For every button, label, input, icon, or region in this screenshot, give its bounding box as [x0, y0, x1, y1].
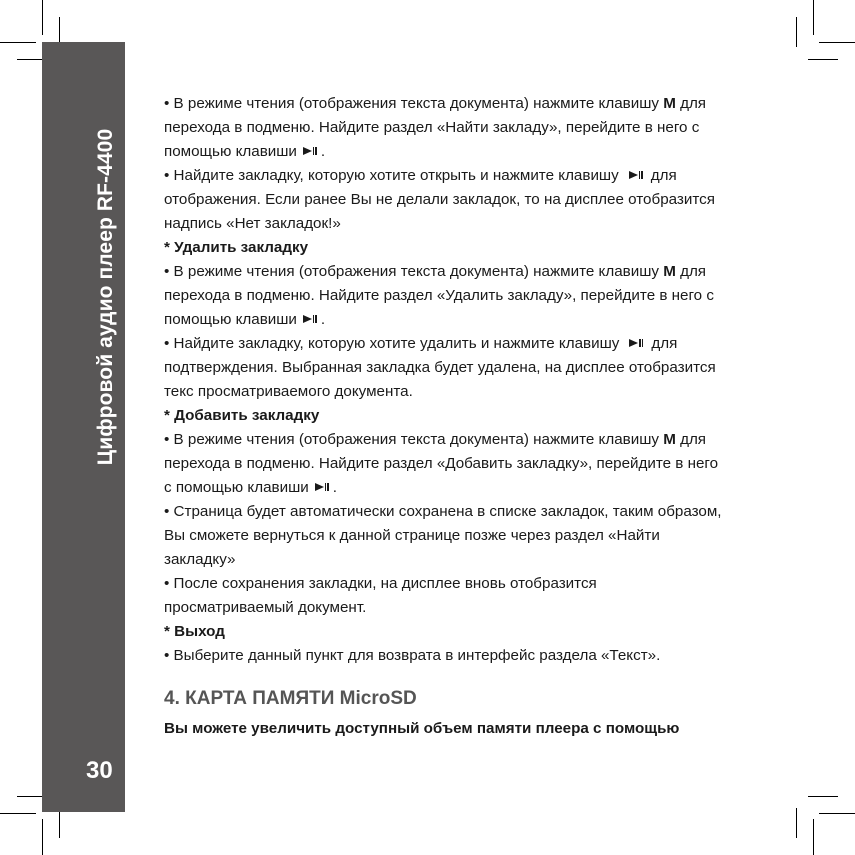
subheading-delete-bookmark: * Удалить закладку — [164, 239, 309, 256]
text: для — [650, 167, 677, 184]
key-label: M — [663, 95, 676, 112]
text-line: надпись «Нет закладок!» — [164, 215, 341, 232]
crop-mark — [59, 808, 60, 838]
play-pause-icon — [303, 146, 317, 156]
text: помощью клавиши — [164, 143, 297, 160]
text: для — [675, 431, 707, 448]
text: для — [651, 335, 678, 352]
text-line: подтверждения. Выбранная закладка будет удалена, на дисплее отобразится — [164, 359, 716, 376]
subheading-exit: * Выход — [164, 623, 225, 640]
text-line: Вы сможете вернуться к данной странице позже через раздел «Найти — [164, 527, 660, 544]
text: для — [675, 95, 707, 112]
play-pause-icon — [315, 482, 329, 492]
text-line — [164, 332, 804, 356]
crop-mark — [819, 42, 855, 43]
text-line — [164, 476, 804, 500]
crop-mark — [813, 0, 814, 35]
crop-mark — [808, 796, 838, 797]
crop-mark — [819, 813, 855, 814]
text-line: • Выберите данный пункт для возврата в интерфейс раздела «Текст». — [164, 647, 661, 664]
text-line — [164, 164, 804, 188]
text-line — [164, 260, 804, 284]
text-line: перехода в подменю. Найдите раздел «Добавить закладку», перейдите в него — [164, 455, 719, 472]
text-line: отображения. Если ранее Вы не делали закладок, то на дисплее отобразится — [164, 191, 715, 208]
key-label: M — [663, 431, 676, 448]
crop-mark — [808, 59, 838, 60]
text: • В режиме чтения (отображения текста документа) нажмите клавишу — [164, 431, 664, 448]
sidebar-title: Цифровой аудио плеер RF-4400 — [94, 128, 117, 466]
text-line: • После сохранения закладки, на дисплее вновь отобразится — [164, 575, 597, 592]
text-line: закладку» — [164, 551, 236, 568]
text: . — [320, 311, 326, 328]
crop-mark — [813, 819, 814, 855]
text: . — [332, 479, 337, 496]
play-pause-icon — [303, 314, 317, 324]
crop-mark — [0, 813, 36, 814]
text: для — [675, 263, 707, 280]
text: • В режиме чтения (отображения текста документа) нажмите клавишу — [164, 263, 664, 280]
subheading-add-bookmark: * Добавить закладку — [164, 407, 320, 424]
text: • Найдите закладку, которую хотите открыть и нажмите клавишу — [164, 167, 619, 184]
crop-mark — [796, 17, 797, 47]
text-line: просматриваемый документ. — [164, 599, 367, 616]
text-line — [164, 308, 804, 332]
body-text — [164, 92, 804, 668]
text-line — [164, 140, 804, 164]
crop-mark — [796, 808, 797, 838]
text: • Найдите закладку, которую хотите удалить и нажмите клавишу — [164, 335, 620, 352]
key-label: M — [663, 263, 676, 280]
text: с помощью клавиши — [164, 479, 309, 496]
page-number: 30 — [86, 757, 113, 784]
crop-mark — [42, 819, 43, 855]
crop-mark — [42, 0, 43, 35]
text-line: перехода в подменю. Найдите раздел «Найти закладу», перейдите в него с — [164, 119, 700, 136]
text-line — [164, 92, 804, 116]
crop-mark — [0, 42, 36, 43]
text: помощью клавиши — [164, 311, 297, 328]
text-line: • Страница будет автоматически сохранена в списке закладок, таким образом, — [164, 503, 722, 520]
text: • В режиме чтения (отображения текста документа) нажмите клавишу — [164, 95, 664, 112]
text: . — [320, 143, 326, 160]
section-heading: 4. КАРТА ПАМЯТИ MicroSD — [164, 688, 417, 709]
play-pause-icon — [629, 170, 643, 180]
text-line: перехода в подменю. Найдите раздел «Удалить закладу», перейдите в него с — [164, 287, 714, 304]
play-pause-icon — [629, 338, 643, 348]
text-line: текс просматриваемого документа. — [164, 383, 413, 400]
text-line — [164, 428, 804, 452]
section-lead-text: Вы можете увеличить доступный объем памяти плеера с помощью — [164, 720, 680, 737]
